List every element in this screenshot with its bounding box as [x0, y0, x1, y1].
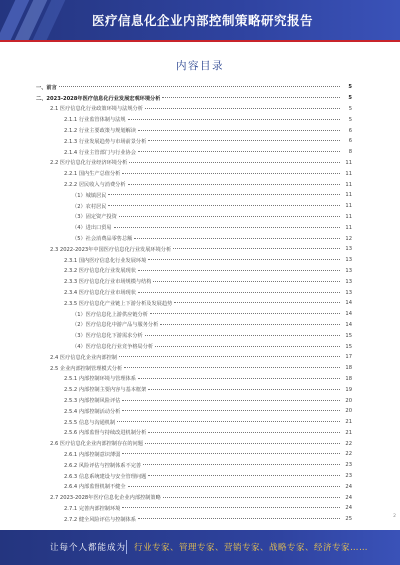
- toc-entry[interactable]: [36, 460, 352, 471]
- toc-entry-label: 2.6.4 内部监督机制不健全: [64, 484, 126, 491]
- toc-leader-dots: [145, 443, 340, 444]
- toc-entry-label: 2.3.3 医疗信息化行业市场规模与结构: [64, 279, 152, 286]
- toc-entry[interactable]: [36, 352, 352, 363]
- toc-entry-page: 5: [348, 95, 352, 102]
- toc-entry-label: 2.6.3 信息系统建设与安全管理问题: [64, 473, 147, 480]
- toc-entry[interactable]: [36, 201, 352, 212]
- toc-leader-dots: [173, 248, 340, 249]
- toc-entry-page: 22: [345, 451, 352, 458]
- toc-entry[interactable]: [36, 147, 352, 158]
- toc-leader-dots: [117, 421, 340, 422]
- toc-entry-label: 2.1.3 行业发展趋势与市场前景分析: [64, 138, 147, 145]
- toc-leader-dots: [145, 335, 340, 336]
- toc-leader-dots: [122, 453, 340, 454]
- toc-leader-dots: [122, 410, 340, 411]
- toc-entry-page: 24: [345, 483, 352, 490]
- toc-entry[interactable]: [36, 179, 352, 190]
- toc-leader-dots: [163, 497, 340, 498]
- toc-leader-dots: [162, 97, 340, 98]
- toc-title: 内容目录: [176, 60, 224, 72]
- toc-entry-label: 2.6 医疗信息化企业内部控制存在的问题: [50, 441, 143, 448]
- footer-tagline: 行业专家、管理专家、营销专家、战略专家、经济专家……: [134, 543, 369, 553]
- toc-entry-label: （5）社会消费品零售总额: [72, 236, 133, 243]
- toc-entry-page: 5: [348, 84, 352, 91]
- toc-entry-label: 2.3.2 医疗信息化行业发展现状: [64, 268, 136, 275]
- toc-entry-page: 13: [345, 289, 352, 296]
- toc-leader-dots: [145, 108, 340, 109]
- toc-entry-page: 15: [345, 343, 352, 350]
- toc-entry-page: 23: [345, 462, 352, 469]
- toc-leader-dots: [138, 292, 340, 293]
- toc-entry[interactable]: [36, 417, 352, 428]
- toc-entry[interactable]: [36, 384, 352, 395]
- toc-entry-label: 2.2 医疗信息化行业经济环境分析: [50, 160, 128, 167]
- toc-entry-page: 21: [345, 429, 352, 436]
- toc-entry-page: 17: [345, 354, 352, 361]
- toc-entry-page: 6: [348, 138, 352, 145]
- toc-entry-label: 一、前言: [36, 84, 57, 91]
- toc-leader-dots: [122, 400, 340, 401]
- footer-divider: [126, 540, 127, 554]
- toc-entry-page: 14: [345, 300, 352, 307]
- toc-entry[interactable]: [36, 298, 352, 309]
- toc-entry-page: 11: [345, 181, 352, 188]
- toc-entry-label: （3）固定资产投资: [72, 214, 117, 221]
- toc-entry-page: 15: [345, 332, 352, 339]
- toc-entry[interactable]: [36, 449, 352, 460]
- report-header-banner: [0, 0, 400, 40]
- toc-entry[interactable]: [36, 438, 352, 449]
- toc-entry-label: （2）农村居民: [72, 203, 107, 210]
- table-of-contents: [36, 82, 352, 525]
- toc-entry-page: 22: [345, 440, 352, 447]
- toc-entry-label: 2.2.2 居民收入与消费分析: [64, 182, 126, 189]
- report-footer-banner: [0, 530, 400, 565]
- toc-entry[interactable]: [36, 309, 352, 320]
- toc-entry[interactable]: [36, 190, 352, 201]
- toc-entry-label: （2）医疗信息化中游产品与服务分析: [72, 322, 159, 329]
- toc-entry[interactable]: [36, 125, 352, 136]
- toc-entry-page: 23: [345, 473, 352, 480]
- toc-leader-dots: [138, 378, 340, 379]
- page-number: 2: [393, 514, 396, 519]
- toc-entry-label: 2.5.4 内部控制活动分析: [64, 408, 121, 415]
- toc-entry[interactable]: [36, 93, 352, 104]
- toc-entry-page: 12: [345, 235, 352, 242]
- toc-entry-page: 11: [345, 224, 352, 231]
- toc-entry[interactable]: [36, 136, 352, 147]
- toc-entry-page: 13: [345, 278, 352, 285]
- toc-entry-label: 2.5.2 内部控制主要内容与基本框架: [64, 387, 147, 394]
- toc-entry-label: 2.5.6 内部监督与持续改进机制分析: [64, 430, 147, 437]
- toc-entry-label: 2.1.2 行业主要政策与规划解读: [64, 128, 136, 135]
- toc-entry[interactable]: [36, 168, 352, 179]
- toc-entry[interactable]: [36, 492, 352, 503]
- toc-entry[interactable]: [36, 233, 352, 244]
- toc-entry-page: 5: [348, 105, 352, 112]
- report-title: 医疗信息化企业内部控制策略研究报告: [92, 13, 314, 28]
- toc-leader-dots: [122, 507, 340, 508]
- toc-entry-label: （4）进出口贸易: [72, 225, 112, 232]
- toc-entry[interactable]: [36, 330, 352, 341]
- toc-leader-dots: [108, 205, 340, 206]
- toc-entry-label: （1）医疗信息化上游供应链分析: [72, 311, 148, 318]
- toc-entry[interactable]: [36, 82, 352, 93]
- toc-entry-label: 2.5.5 信息与沟通机制: [64, 419, 116, 426]
- toc-entry[interactable]: [36, 266, 352, 277]
- toc-entry-label: 2.3.1 国内医疗信息化行业发展环境: [64, 257, 147, 264]
- toc-entry-page: 13: [345, 257, 352, 264]
- toc-entry[interactable]: [36, 212, 352, 223]
- toc-entry[interactable]: [36, 363, 352, 374]
- toc-entry[interactable]: [36, 104, 352, 115]
- toc-entry[interactable]: [36, 503, 352, 514]
- toc-entry-label: 2.3 2022-2023年中国医疗信息化行业发展环境分析: [50, 246, 172, 253]
- toc-leader-dots: [108, 194, 340, 195]
- toc-leader-dots: [134, 238, 340, 239]
- toc-entry-label: 2.3.4 医疗信息化行业市场现状: [64, 290, 136, 297]
- toc-entry[interactable]: [36, 481, 352, 492]
- toc-entry-label: 2.1 医疗信息化行业政策环境与法规分析: [50, 106, 143, 113]
- toc-entry-page: 8: [348, 149, 352, 156]
- toc-leader-dots: [153, 281, 340, 282]
- toc-entry-page: 11: [345, 203, 352, 210]
- toc-leader-dots: [148, 140, 340, 141]
- toc-entry-label: 2.4 医疗信息化企业内部控制: [50, 354, 117, 361]
- toc-entry-label: 2.7.2 健全风险评估与控制体系: [64, 516, 136, 523]
- toc-entry[interactable]: [36, 255, 352, 266]
- toc-entry[interactable]: [36, 114, 352, 125]
- toc-entry-label: （4）医疗信息化行业竞争格局分析: [72, 344, 154, 351]
- toc-leader-dots: [148, 259, 340, 260]
- toc-entry-label: 2.5 企业内部控制管理模式分析: [50, 365, 123, 372]
- toc-entry[interactable]: [36, 341, 352, 352]
- toc-entry-label: 2.2.1 国内生产总值分析: [64, 171, 121, 178]
- toc-entry-page: 19: [345, 386, 352, 393]
- toc-leader-dots: [150, 313, 340, 314]
- toc-entry-label: 2.1.1 行业监管体制与法规: [64, 117, 126, 124]
- toc-entry-page: 11: [345, 170, 352, 177]
- toc-entry[interactable]: [36, 222, 352, 233]
- toc-entry-page: 5: [348, 116, 352, 123]
- toc-entry-label: （1）城镇居民: [72, 192, 107, 199]
- toc-entry-page: 20: [345, 408, 352, 415]
- toc-entry-label: 二、2023-2028年医疗信息化行业发展宏观环境分析: [36, 95, 161, 102]
- toc-entry-page: 14: [345, 321, 352, 328]
- toc-entry-label: 2.3.5 医疗信息化产业链上下游分析及发展趋势: [64, 300, 173, 307]
- toc-leader-dots: [143, 464, 340, 465]
- toc-entry-page: 13: [345, 267, 352, 274]
- toc-entry-label: 2.5.1 内部控制环境与管理体系: [64, 376, 136, 383]
- toc-leader-dots: [59, 86, 340, 87]
- toc-entry[interactable]: [36, 158, 352, 169]
- toc-entry[interactable]: [36, 374, 352, 385]
- toc-entry-page: 13: [345, 246, 352, 253]
- toc-entry-page: 24: [345, 494, 352, 501]
- toc-entry-label: 2.7 2023-2028年医疗信息化企业内部控制策略: [50, 495, 161, 502]
- toc-entry[interactable]: [36, 428, 352, 439]
- toc-entry-page: 21: [345, 419, 352, 426]
- toc-entry-page: 18: [345, 365, 352, 372]
- toc-entry-page: 25: [345, 516, 352, 523]
- toc-entry-page: 14: [345, 311, 352, 318]
- toc-leader-dots: [174, 302, 340, 303]
- toc-leader-dots: [119, 356, 340, 357]
- toc-leader-dots: [128, 119, 340, 120]
- toc-entry-label: 2.1.4 行业主管部门与行业协会: [64, 149, 136, 156]
- toc-leader-dots: [160, 324, 340, 325]
- toc-leader-dots: [114, 227, 340, 228]
- header-divider: [0, 40, 400, 42]
- toc-leader-dots: [122, 173, 340, 174]
- toc-entry-page: 6: [348, 127, 352, 134]
- toc-leader-dots: [128, 486, 340, 487]
- toc-leader-dots: [129, 162, 340, 163]
- toc-leader-dots: [128, 184, 340, 185]
- toc-entry-page: 20: [345, 397, 352, 404]
- toc-leader-dots: [155, 346, 340, 347]
- toc-leader-dots: [148, 389, 340, 390]
- toc-entry-label: （3）医疗信息化下游需求分析: [72, 333, 143, 340]
- toc-entry[interactable]: [36, 244, 352, 255]
- toc-leader-dots: [138, 270, 340, 271]
- toc-entry-page: 24: [345, 505, 352, 512]
- toc-entry-label: 2.6.2 风险评估与控制体系不完善: [64, 462, 142, 469]
- toc-entry[interactable]: [36, 276, 352, 287]
- toc-leader-dots: [138, 151, 340, 152]
- toc-entry[interactable]: [36, 320, 352, 331]
- toc-entry[interactable]: [36, 287, 352, 298]
- toc-leader-dots: [138, 130, 340, 131]
- toc-entry-page: 18: [345, 375, 352, 382]
- toc-leader-dots: [124, 367, 340, 368]
- footer-slogan: 让每个人都能成为: [50, 543, 127, 553]
- toc-entry-label: 2.6.1 内部控制意识薄弱: [64, 451, 121, 458]
- toc-entry[interactable]: [36, 471, 352, 482]
- toc-entry-label: 2.5.3 内部控制风险评估: [64, 398, 121, 404]
- toc-leader-dots: [119, 216, 340, 217]
- toc-leader-dots: [148, 432, 340, 433]
- toc-entry[interactable]: [36, 395, 352, 406]
- toc-entry-page: 11: [345, 159, 352, 166]
- toc-entry-page: 11: [345, 213, 352, 220]
- toc-entry-page: 11: [345, 192, 352, 199]
- toc-entry-label: 2.7.1 完善内部控制环境: [64, 505, 121, 512]
- toc-leader-dots: [148, 475, 340, 476]
- toc-entry[interactable]: [36, 406, 352, 417]
